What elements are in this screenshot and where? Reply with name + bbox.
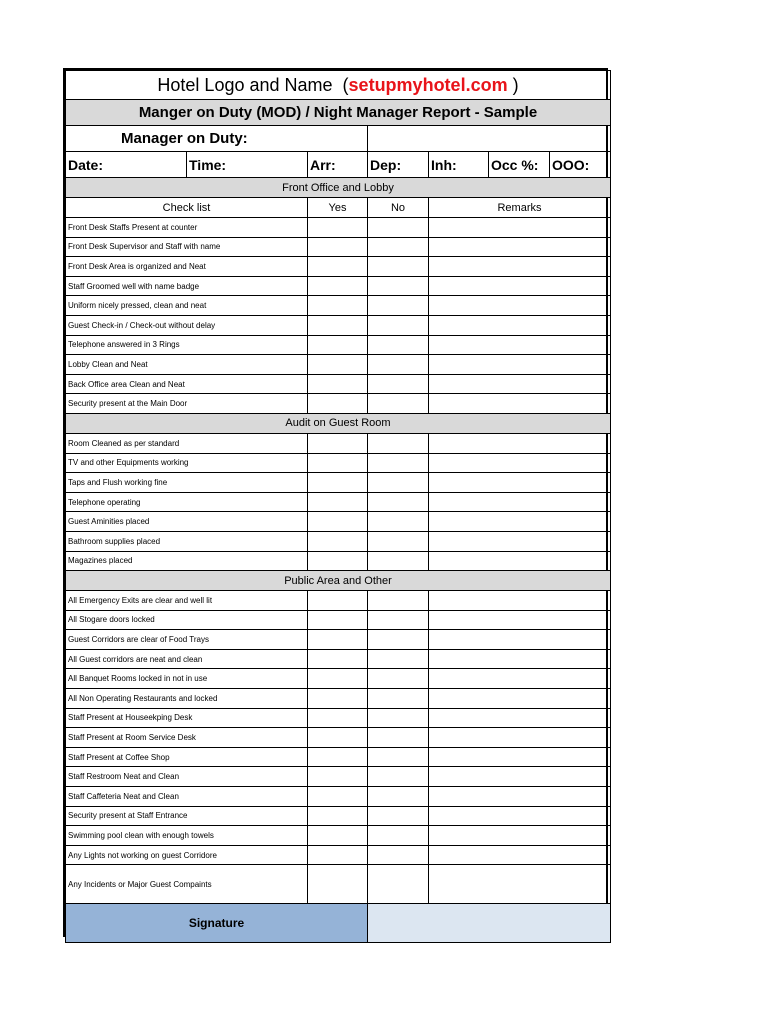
no-cell[interactable] bbox=[368, 394, 429, 414]
no-cell[interactable] bbox=[368, 630, 429, 650]
yes-cell[interactable] bbox=[308, 630, 368, 650]
no-cell[interactable] bbox=[368, 473, 429, 493]
checklist-item-label: Staff Present at Room Service Desk bbox=[66, 728, 308, 748]
checklist-item-label: Bathroom supplies placed bbox=[66, 531, 308, 551]
no-cell[interactable] bbox=[368, 649, 429, 669]
no-cell[interactable] bbox=[368, 276, 429, 296]
remarks-column-header: Remarks bbox=[429, 198, 611, 218]
remarks-cell[interactable] bbox=[429, 728, 611, 748]
yes-cell[interactable] bbox=[308, 453, 368, 473]
yes-cell[interactable] bbox=[308, 787, 368, 807]
remarks-cell[interactable] bbox=[429, 512, 611, 532]
remarks-cell[interactable] bbox=[429, 787, 611, 807]
subtitle-row bbox=[66, 100, 611, 126]
checklist-row bbox=[66, 630, 611, 650]
remarks-cell[interactable] bbox=[429, 806, 611, 826]
website-link[interactable]: setupmyhotel.com bbox=[348, 74, 508, 95]
checklist-item-label: Security present at the Main Door bbox=[66, 394, 308, 414]
remarks-cell[interactable] bbox=[429, 355, 611, 375]
checklist-item-label: Security present at Staff Entrance bbox=[66, 806, 308, 826]
no-cell[interactable] bbox=[368, 296, 429, 316]
checklist-row bbox=[66, 394, 611, 414]
no-cell[interactable] bbox=[368, 787, 429, 807]
report-title bbox=[66, 71, 611, 100]
yes-cell[interactable] bbox=[308, 335, 368, 355]
yes-cell[interactable] bbox=[308, 610, 368, 630]
yes-cell[interactable] bbox=[308, 512, 368, 532]
yes-cell[interactable] bbox=[308, 433, 368, 453]
checklist-item-label: Uniform nicely pressed, clean and neat bbox=[66, 296, 308, 316]
remarks-cell[interactable] bbox=[429, 826, 611, 846]
remarks-cell[interactable] bbox=[429, 218, 611, 238]
remarks-cell[interactable] bbox=[429, 689, 611, 709]
signature-row bbox=[66, 904, 611, 943]
no-cell[interactable] bbox=[368, 728, 429, 748]
checklist-item-label: Staff Present at Coffee Shop bbox=[66, 747, 308, 767]
checklist-row bbox=[66, 355, 611, 375]
remarks-cell[interactable] bbox=[429, 649, 611, 669]
no-cell[interactable] bbox=[368, 492, 429, 512]
no-cell[interactable] bbox=[368, 826, 429, 846]
checklist-item-label: Telephone operating bbox=[66, 492, 308, 512]
remarks-cell[interactable] bbox=[429, 845, 611, 865]
checklist-row bbox=[66, 845, 611, 865]
checklist-row bbox=[66, 218, 611, 238]
no-cell[interactable] bbox=[368, 433, 429, 453]
yes-cell[interactable] bbox=[308, 551, 368, 571]
yes-cell[interactable] bbox=[308, 355, 368, 375]
checklist-row bbox=[66, 512, 611, 532]
no-cell[interactable] bbox=[368, 767, 429, 787]
title-paren-close: ) bbox=[512, 74, 519, 95]
yes-cell[interactable] bbox=[308, 218, 368, 238]
yes-cell[interactable] bbox=[308, 473, 368, 493]
checklist-row bbox=[66, 747, 611, 767]
checklist-row bbox=[66, 473, 611, 493]
no-cell[interactable] bbox=[368, 237, 429, 257]
section-header-row bbox=[66, 413, 611, 433]
no-column-header: No bbox=[368, 198, 429, 218]
no-cell[interactable] bbox=[368, 512, 429, 532]
remarks-cell[interactable] bbox=[429, 296, 611, 316]
checklist-row bbox=[66, 689, 611, 709]
no-cell[interactable] bbox=[368, 355, 429, 375]
checklist-row bbox=[66, 237, 611, 257]
checklist-item-label: Lobby Clean and Neat bbox=[66, 355, 308, 375]
remarks-cell[interactable] bbox=[429, 708, 611, 728]
checklist-row bbox=[66, 453, 611, 473]
no-cell[interactable] bbox=[368, 335, 429, 355]
report-subtitle: Manger on Duty (MOD) / Night Manager Report - Sample bbox=[66, 100, 611, 126]
checklist-item-label: Front Desk Supervisor and Staff with name bbox=[66, 237, 308, 257]
remarks-cell[interactable] bbox=[429, 610, 611, 630]
yes-cell[interactable] bbox=[308, 669, 368, 689]
remarks-cell[interactable] bbox=[429, 747, 611, 767]
yes-cell[interactable] bbox=[308, 747, 368, 767]
checklist-row bbox=[66, 276, 611, 296]
yes-cell[interactable] bbox=[308, 708, 368, 728]
no-cell[interactable] bbox=[368, 806, 429, 826]
remarks-cell[interactable] bbox=[429, 394, 611, 414]
remarks-cell[interactable] bbox=[429, 374, 611, 394]
manager-on-duty-label: Manager on Duty: bbox=[66, 126, 368, 152]
checklist-row bbox=[66, 591, 611, 611]
checklist-row bbox=[66, 315, 611, 335]
column-header-row bbox=[66, 198, 611, 218]
occ-label[interactable]: Occ %: bbox=[489, 152, 550, 178]
checklist-row bbox=[66, 551, 611, 571]
remarks-cell[interactable] bbox=[429, 669, 611, 689]
checklist-row bbox=[66, 610, 611, 630]
signature-label: Signature bbox=[66, 904, 368, 943]
no-cell[interactable] bbox=[368, 708, 429, 728]
checklist-item-label: All Emergency Exits are clear and well lit bbox=[66, 591, 308, 611]
yes-cell[interactable] bbox=[308, 689, 368, 709]
inh-label[interactable]: Inh: bbox=[429, 152, 489, 178]
dep-label[interactable]: Dep: bbox=[368, 152, 429, 178]
checklist-item-label: Staff Restroom Neat and Clean bbox=[66, 767, 308, 787]
checklist-row bbox=[66, 492, 611, 512]
checklist-row bbox=[66, 708, 611, 728]
remarks-cell[interactable] bbox=[429, 257, 611, 277]
no-cell[interactable] bbox=[368, 591, 429, 611]
checklist-item-label: All Guest corridors are neat and clean bbox=[66, 649, 308, 669]
remarks-cell[interactable] bbox=[429, 315, 611, 335]
remarks-cell[interactable] bbox=[429, 473, 611, 493]
remarks-cell[interactable] bbox=[429, 865, 611, 904]
yes-cell[interactable] bbox=[308, 806, 368, 826]
no-cell[interactable] bbox=[368, 865, 429, 904]
checklist-row bbox=[66, 531, 611, 551]
checklist-item-label: Any Lights not working on guest Corridore bbox=[66, 845, 308, 865]
remarks-cell[interactable] bbox=[429, 237, 611, 257]
remarks-cell[interactable] bbox=[429, 767, 611, 787]
remarks-cell[interactable] bbox=[429, 276, 611, 296]
remarks-cell[interactable] bbox=[429, 551, 611, 571]
no-cell[interactable] bbox=[368, 689, 429, 709]
yes-cell[interactable] bbox=[308, 767, 368, 787]
arr-label[interactable]: Arr: bbox=[308, 152, 368, 178]
title-row bbox=[66, 71, 611, 100]
checklist-row bbox=[66, 296, 611, 316]
checklist-item-label: Back Office area Clean and Neat bbox=[66, 374, 308, 394]
no-cell[interactable] bbox=[368, 610, 429, 630]
report-table bbox=[65, 70, 611, 943]
yes-cell[interactable] bbox=[308, 728, 368, 748]
checklist-item-label: Staff Groomed well with name badge bbox=[66, 276, 308, 296]
no-cell[interactable] bbox=[368, 669, 429, 689]
remarks-cell[interactable] bbox=[429, 531, 611, 551]
section-title: Audit on Guest Room bbox=[66, 413, 611, 433]
yes-cell[interactable] bbox=[308, 257, 368, 277]
remarks-cell[interactable] bbox=[429, 591, 611, 611]
checklist-item-label: All Stogare doors locked bbox=[66, 610, 308, 630]
time-label[interactable]: Time: bbox=[187, 152, 308, 178]
yes-cell[interactable] bbox=[308, 276, 368, 296]
checklist-item-label: All Banquet Rooms locked in not in use bbox=[66, 669, 308, 689]
hotel-name-label: Hotel Logo and Name bbox=[157, 74, 333, 95]
checklist-row bbox=[66, 335, 611, 355]
section-header-row bbox=[66, 571, 611, 591]
yes-cell[interactable] bbox=[308, 591, 368, 611]
checklist-item-label: Front Desk Staffs Present at counter bbox=[66, 218, 308, 238]
no-cell[interactable] bbox=[368, 551, 429, 571]
yes-cell[interactable] bbox=[308, 826, 368, 846]
checklist-row bbox=[66, 806, 611, 826]
checklist-column-header: Check list bbox=[66, 198, 308, 218]
ooo-label[interactable]: OOO: bbox=[550, 152, 611, 178]
checklist-row bbox=[66, 257, 611, 277]
checklist-item-label: Magazines placed bbox=[66, 551, 308, 571]
checklist-row bbox=[66, 669, 611, 689]
checklist-item-label: Guest Aminities placed bbox=[66, 512, 308, 532]
yes-cell[interactable] bbox=[308, 531, 368, 551]
yes-cell[interactable] bbox=[308, 865, 368, 904]
yes-cell[interactable] bbox=[308, 394, 368, 414]
yes-cell[interactable] bbox=[308, 315, 368, 335]
section-header-row bbox=[66, 178, 611, 198]
no-cell[interactable] bbox=[368, 845, 429, 865]
no-cell[interactable] bbox=[368, 374, 429, 394]
checklist-item-label: Staff Caffeteria Neat and Clean bbox=[66, 787, 308, 807]
checklist-row bbox=[66, 649, 611, 669]
checklist-row bbox=[66, 374, 611, 394]
checklist-item-label: Guest Check-in / Check-out without delay bbox=[66, 315, 308, 335]
no-cell[interactable] bbox=[368, 315, 429, 335]
checklist-item-label: Guest Corridors are clear of Food Trays bbox=[66, 630, 308, 650]
checklist-item-label: Staff Present at Houseekping Desk bbox=[66, 708, 308, 728]
no-cell[interactable] bbox=[368, 257, 429, 277]
checklist-item-label: Front Desk Area is organized and Neat bbox=[66, 257, 308, 277]
yes-cell[interactable] bbox=[308, 374, 368, 394]
no-cell[interactable] bbox=[368, 531, 429, 551]
date-label[interactable]: Date: bbox=[66, 152, 187, 178]
title-paren-open: ( bbox=[342, 74, 349, 95]
section-title: Front Office and Lobby bbox=[66, 178, 611, 198]
no-cell[interactable] bbox=[368, 747, 429, 767]
manager-row bbox=[66, 126, 611, 152]
checklist-row bbox=[66, 826, 611, 846]
checklist-row bbox=[66, 728, 611, 748]
manager-on-duty-field[interactable] bbox=[368, 126, 611, 152]
checklist-row bbox=[66, 433, 611, 453]
yes-cell[interactable] bbox=[308, 492, 368, 512]
remarks-cell[interactable] bbox=[429, 433, 611, 453]
checklist-item-label: TV and other Equipments working bbox=[66, 453, 308, 473]
checklist-item-label: All Non Operating Restaurants and locked bbox=[66, 689, 308, 709]
remarks-cell[interactable] bbox=[429, 453, 611, 473]
checklist-item-label: Any Incidents or Major Guest Compaints bbox=[66, 865, 308, 904]
checklist-row bbox=[66, 767, 611, 787]
remarks-cell[interactable] bbox=[429, 492, 611, 512]
yes-column-header: Yes bbox=[308, 198, 368, 218]
section-title: Public Area and Other bbox=[66, 571, 611, 591]
yes-cell[interactable] bbox=[308, 845, 368, 865]
checklist-row bbox=[66, 787, 611, 807]
yes-cell[interactable] bbox=[308, 296, 368, 316]
checklist-row bbox=[66, 865, 611, 904]
no-cell[interactable] bbox=[368, 218, 429, 238]
checklist-item-label: Room Cleaned as per standard bbox=[66, 433, 308, 453]
checklist-item-label: Taps and Flush working fine bbox=[66, 473, 308, 493]
yes-cell[interactable] bbox=[308, 649, 368, 669]
yes-cell[interactable] bbox=[308, 237, 368, 257]
checklist-item-label: Swimming pool clean with enough towels bbox=[66, 826, 308, 846]
no-cell[interactable] bbox=[368, 453, 429, 473]
remarks-cell[interactable] bbox=[429, 630, 611, 650]
date-time-row bbox=[66, 152, 611, 178]
checklist-item-label: Telephone answered in 3 Rings bbox=[66, 335, 308, 355]
mod-report-form bbox=[63, 68, 608, 937]
remarks-cell[interactable] bbox=[429, 335, 611, 355]
signature-field[interactable] bbox=[368, 904, 611, 943]
